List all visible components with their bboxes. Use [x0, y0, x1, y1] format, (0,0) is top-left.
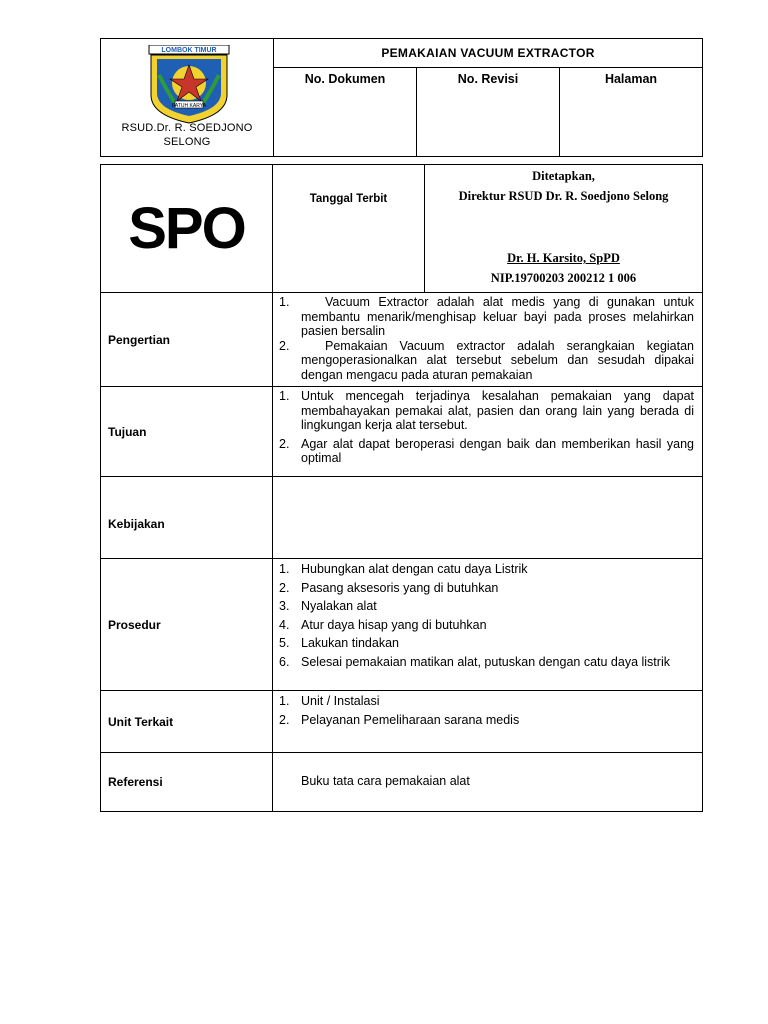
list-item: 2. Pemakaian Vacuum extractor adalah serangkaian kegiatan mengoperasionalkan alat tersebut sebelum dan sesudah dipakai dengan mengacu pada aturan pemakaian	[279, 338, 694, 382]
hospital-name-line1: RSUD.Dr. R. SOEDJONO	[121, 122, 253, 134]
unit-terkait-list	[279, 694, 694, 727]
hospital-name-line2: SELONG	[163, 136, 211, 148]
list-item: 2. Pelayanan Pemeliharaan sarana medis	[279, 712, 520, 727]
list-item: 1. Vacuum Extractor adalah alat medis yang di gunakan untuk membantu menarik/menghisap keluar bayi pada proses melahirkan pasien bersalin	[279, 295, 694, 338]
tujuan-content	[273, 387, 703, 477]
prosedur-list	[279, 562, 694, 669]
prosedur-label: Prosedur	[101, 559, 273, 691]
tujuan-list	[279, 389, 694, 466]
referensi-content: Buku tata cara pemakaian alat	[273, 753, 703, 812]
list-item: 2. Pasang aksesoris yang di butuhkan	[279, 580, 499, 595]
pengertian-list	[279, 295, 694, 382]
spo-table	[100, 164, 703, 812]
halaman-header: Halaman	[560, 68, 703, 157]
hospital-name	[101, 121, 273, 149]
list-item: 4. Atur daya hisap yang di butuhkan	[279, 617, 487, 632]
referensi-label: Referensi	[101, 753, 273, 812]
lombok-timur-emblem-icon	[145, 45, 233, 125]
list-item: 5. Lakukan tindakan	[279, 636, 399, 650]
signatory-name: Dr. H. Karsito, SpPD	[507, 251, 620, 265]
unit-terkait-label: Unit Terkait	[101, 691, 273, 753]
unit-terkait-content	[273, 691, 703, 753]
list-item: 1. Untuk mencegah terjadinya kesalahan pemakaian yang dapat membahayakan pemakai alat, pasien dan orang lain yang berada di lingkungan kerja alat tersebut.	[279, 389, 694, 432]
list-item: 6. Selesai pemakaian matikan alat, putuskan dengan catu daya listrik	[279, 654, 670, 669]
pengertian-label: Pengertian	[101, 293, 273, 387]
list-item: 2. Agar alat dapat beroperasi dengan baik dan memberikan hasil yang optimal	[279, 436, 694, 465]
svg-text:PATUH KARYA: PATUH KARYA	[171, 103, 207, 109]
ditetapkan-text: Ditetapkan,	[532, 169, 595, 183]
kebijakan-label: Kebijakan	[101, 477, 273, 559]
signatory-nip: NIP.19700203 200212 1 006	[490, 271, 637, 285]
tanggal-terbit-label: Tanggal Terbit	[273, 165, 425, 293]
no-dokumen-header: No. Dokumen	[274, 68, 417, 157]
pengertian-content	[273, 293, 703, 387]
list-item: 1. Unit / Instalasi	[279, 694, 380, 708]
svg-text:LOMBOK TIMUR: LOMBOK TIMUR	[161, 47, 217, 54]
spo-label: SPO	[101, 165, 273, 293]
document-header	[100, 38, 703, 157]
approval-cell	[425, 165, 703, 293]
kebijakan-content	[273, 477, 703, 559]
no-revisi-header: No. Revisi	[417, 68, 560, 157]
tujuan-label: Tujuan	[101, 387, 273, 477]
jabatan-text: Direktur RSUD Dr. R. Soedjono Selong	[458, 189, 669, 203]
list-item: 3. Nyalakan alat	[279, 599, 377, 613]
document-title: PEMAKAIAN VACUUM EXTRACTOR	[274, 39, 703, 68]
list-item: 1. Hubungkan alat dengan catu daya Listrik	[279, 562, 528, 576]
prosedur-content	[273, 559, 703, 691]
logo-cell	[101, 39, 274, 157]
